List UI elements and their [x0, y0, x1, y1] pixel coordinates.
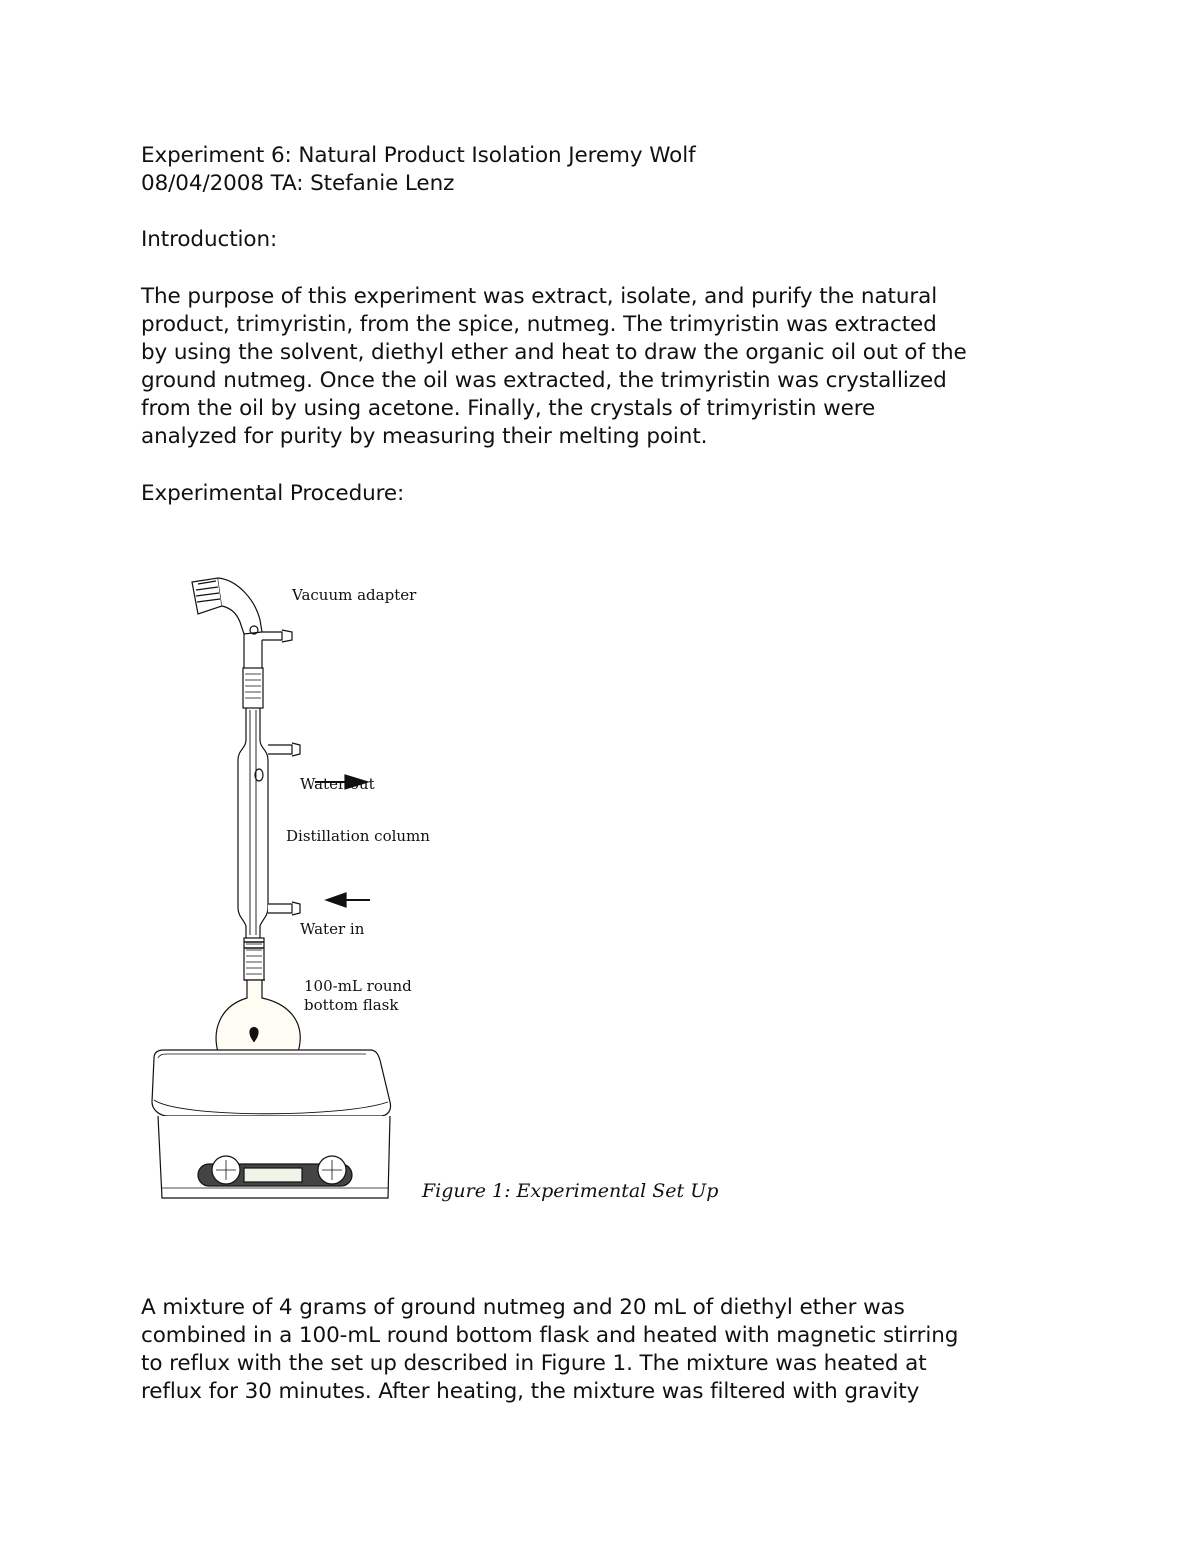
intro-line: analyzed for purity by measuring their melting point.: [141, 424, 708, 449]
label-water-in: Water in: [300, 920, 365, 938]
procedure-line: to reflux with the set up described in Figure 1. The mixture was heated at: [141, 1351, 927, 1376]
procedure-heading: Experimental Procedure:: [141, 481, 405, 506]
label-water-out: Water out: [300, 775, 375, 793]
intro-line: ground nutmeg. Once the oil was extracted, the trimyristin was crystallized: [141, 368, 947, 393]
header-title: Experiment 6: Natural Product Isolation Jeremy Wolf: [141, 143, 696, 168]
label-flask-line2: bottom flask: [304, 996, 399, 1014]
reflux-apparatus-figure: [140, 570, 740, 1210]
procedure-line: A mixture of 4 grams of ground nutmeg and 20 mL of diethyl ether was: [141, 1295, 905, 1320]
intro-line: product, trimyristin, from the spice, nutmeg. The trimyristin was extracted: [141, 312, 937, 337]
vacuum-adapter: [192, 578, 292, 708]
procedure-line: reflux for 30 minutes. After heating, the mixture was filtered with gravity: [141, 1379, 920, 1404]
procedure-line: combined in a 100-mL round bottom flask and heated with magnetic stirring: [141, 1323, 959, 1348]
intro-heading: Introduction:: [141, 227, 278, 252]
intro-line: from the oil by using acetone. Finally, the crystals of trimyristin were: [141, 396, 876, 421]
intro-line: The purpose of this experiment was extract, isolate, and purify the natural: [141, 284, 938, 309]
hot-plate-stirrer: [152, 1050, 391, 1198]
header-date-ta: 08/04/2008 TA: Stefanie Lenz: [141, 171, 455, 196]
label-distillation-column: Distillation column: [286, 827, 430, 845]
figure-caption: Figure 1: Experimental Set Up: [422, 1180, 719, 1202]
label-vacuum-adapter: Vacuum adapter: [292, 586, 417, 604]
intro-line: by using the solvent, diethyl ether and heat to draw the organic oil out of the: [141, 340, 967, 365]
label-flask-line1: 100-mL round: [304, 977, 412, 995]
